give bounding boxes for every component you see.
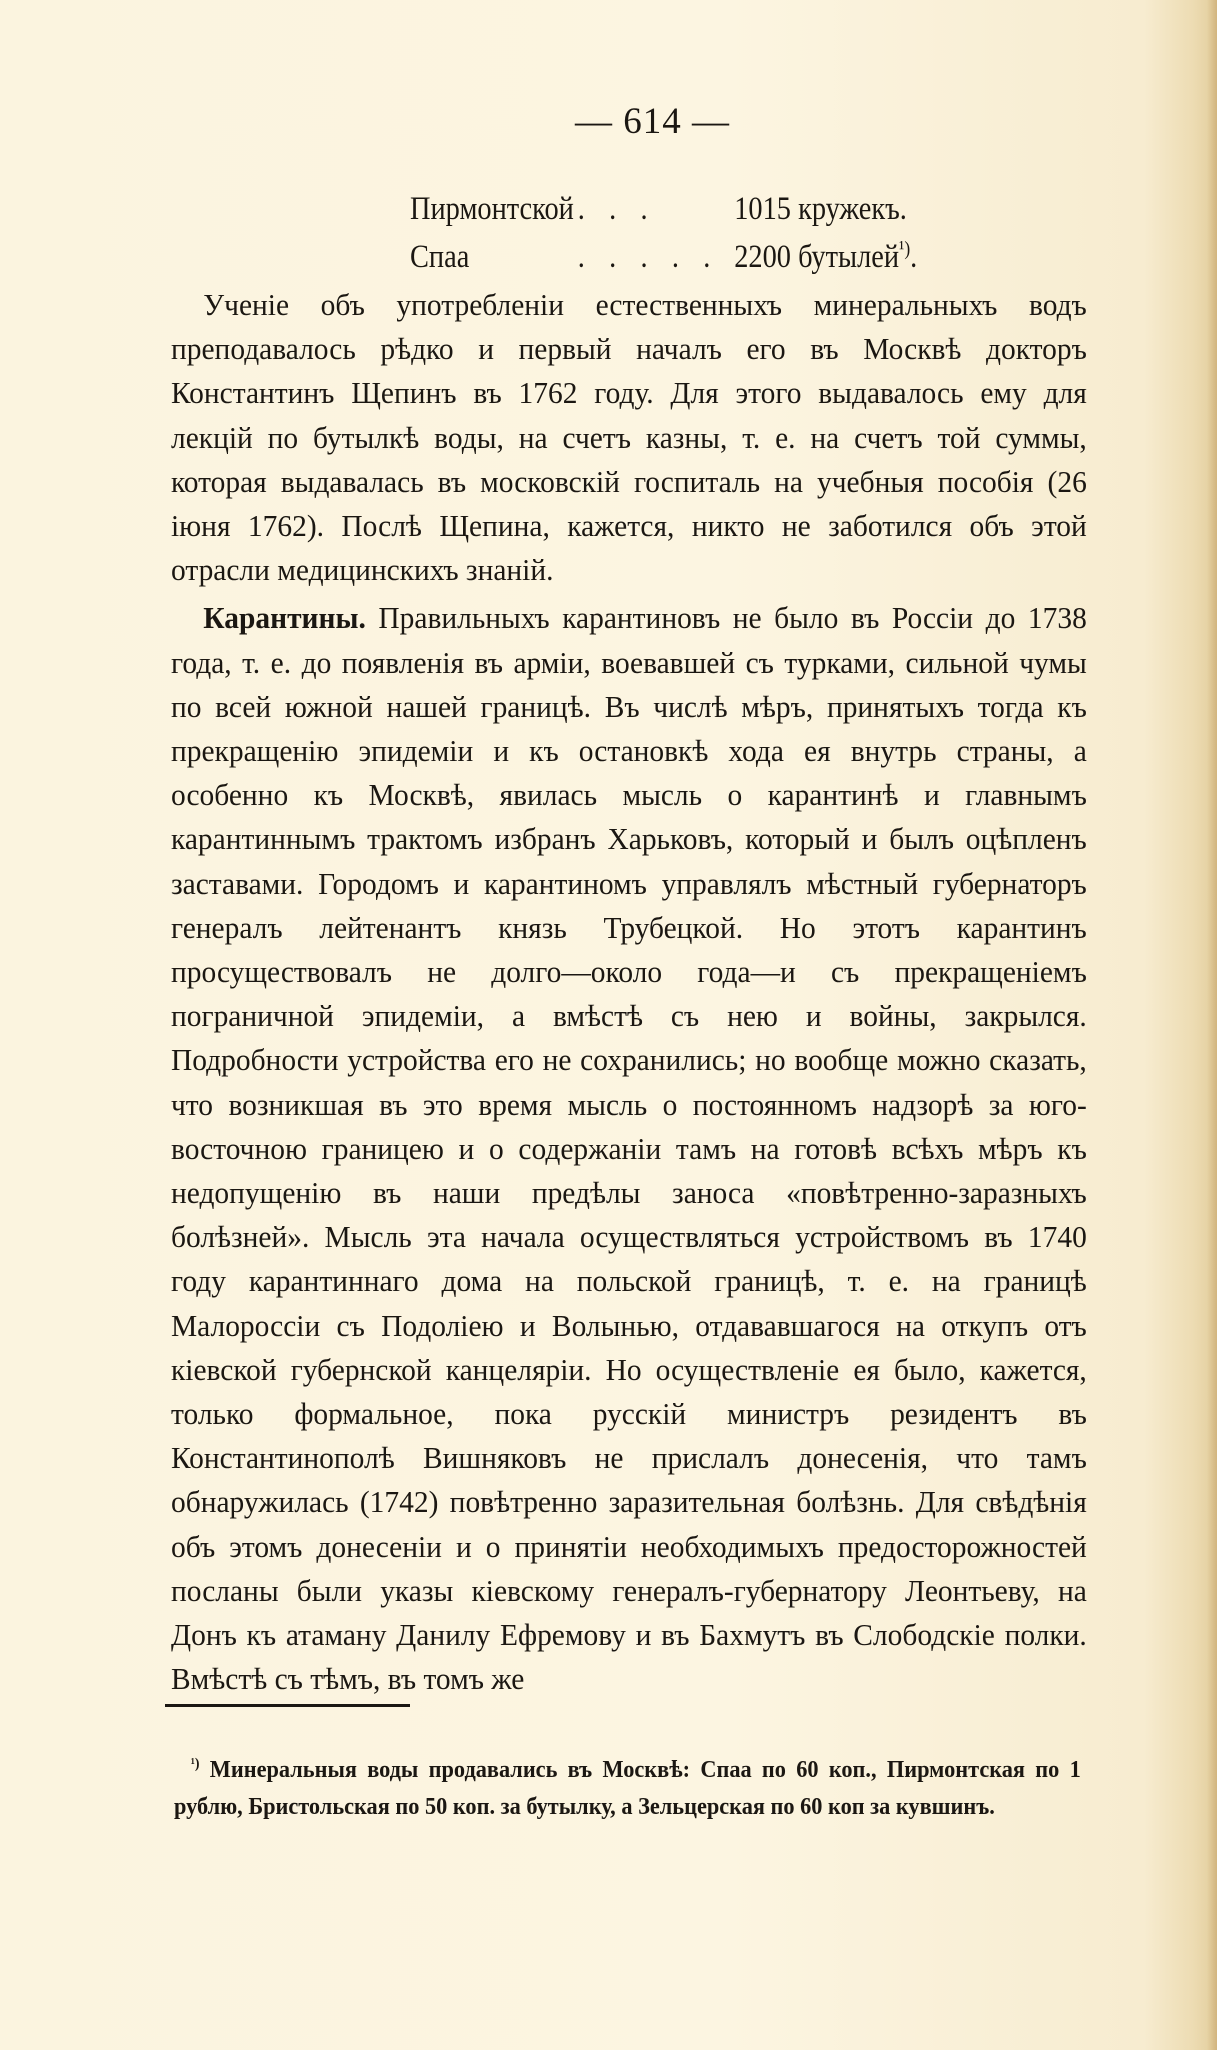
paragraph-text: Ученіе объ употребленіи естественныхъ минеральныхъ водъ преподавалось рѣдко и первый началъ его въ Москвѣ докторъ Константинъ Щепинъ въ 1762 году. Для этого выдавалось ему для лекцій по бутылкѣ воды, на счетъ казны, т. е. на счетъ той суммы, которая выдавалась въ московскій госпиталь на учебныя пособія (26 іюня 1762). Послѣ Щепина, кажется, никто не заботился объ этой отрасли медицинскихъ знаній. — [171, 287, 1087, 588]
footnote — [174, 1752, 1081, 1826]
footnote-reference: ¹) — [899, 238, 911, 260]
price-row-suffix: . — [910, 239, 918, 275]
price-row-name: Пирмонтской — [410, 191, 574, 227]
price-table — [410, 185, 917, 281]
paragraph — [171, 596, 1087, 1701]
footnote-divider — [165, 1704, 410, 1707]
price-row-value: 1015 кружекъ. — [734, 191, 907, 227]
price-row-value-text: 2200 бутылей — [734, 239, 900, 275]
page-number: — 614 — — [575, 101, 730, 142]
paragraph-text: Правильныхъ карантиновъ не было въ Россіи до 1738 года, т. е. до появленія въ арміи, воевавшей съ турками, сильной чумы по всей южной нашей границѣ. Въ числѣ мѣръ, принятыхъ тогда къ прекращенію эпидеміи и къ остановкѣ хода ея внутрь страны, а особенно къ Москвѣ, явилась мысль о карантинѣ и главнымъ карантиннымъ трактомъ избранъ Харьковъ, который и былъ оцѣпленъ заставами. Городомъ и карантиномъ управлялъ мѣстный губернаторъ генералъ лейтенантъ князь Трубецкой. Но этотъ карантинъ просуществовалъ не долго—около года—и съ прекращеніемъ пограничной эпидеміи, а вмѣстѣ съ нею и войны, закрылся. Подробности устройства его не сохранились; но вообще можно сказать, что возникшая въ это время мысль о постоянномъ надзорѣ за юго-восточною границею и о содержаніи тамъ на готовѣ всѣхъ мѣръ къ недопущенію въ наши предѣлы заноса «повѣтренно-заразныхъ болѣзней». Мысль эта начала осуществляться устройствомъ въ 1740 году карантиннаго дома на польской границѣ, т. е. на границѣ Малороссіи съ Подоліею и Волынью, отдававшагося на откупъ отъ кіевской губернской канцеляріи. Но осуществленіе ея было, кажется, только формальное, пока русскій министръ резидентъ въ Константинополѣ Вишняковъ не прислалъ донесенія, что тамъ обнаружилась (1742) повѣтренно заразительная болѣзнь. Для свѣдѣнія объ этомъ донесеніи и о принятіи необходимыхъ предосторожностей посланы были указы кіевскому генералъ-губернатору Леонтьеву, на Донъ къ атаману Данилу Ефремову и въ Бахмутъ въ Слободскіе полки. Вмѣстѣ съ тѣмъ, въ томъ же — [171, 600, 1087, 1697]
paragraph — [171, 283, 1087, 592]
body-text — [171, 283, 1087, 1702]
section-heading: Карантины. — [203, 600, 366, 636]
footnote-mark: ¹) — [190, 1756, 200, 1772]
page-edge — [1207, 0, 1217, 2050]
price-row-dots: . . . — [577, 191, 657, 227]
footnote-text: Минеральныя воды продавались въ Москвѣ: Спаа по 60 коп., Пирмонтская по 1 рублю, Бристольская по 50 коп. за бутылку, а Зельцерская по 60 коп за кувшинъ. — [174, 1757, 1081, 1820]
price-row-dots: . . . . . — [577, 239, 719, 275]
price-row-value — [734, 233, 917, 281]
price-row — [410, 185, 917, 233]
price-row — [410, 233, 917, 281]
price-row-name: Спаа — [410, 239, 470, 275]
